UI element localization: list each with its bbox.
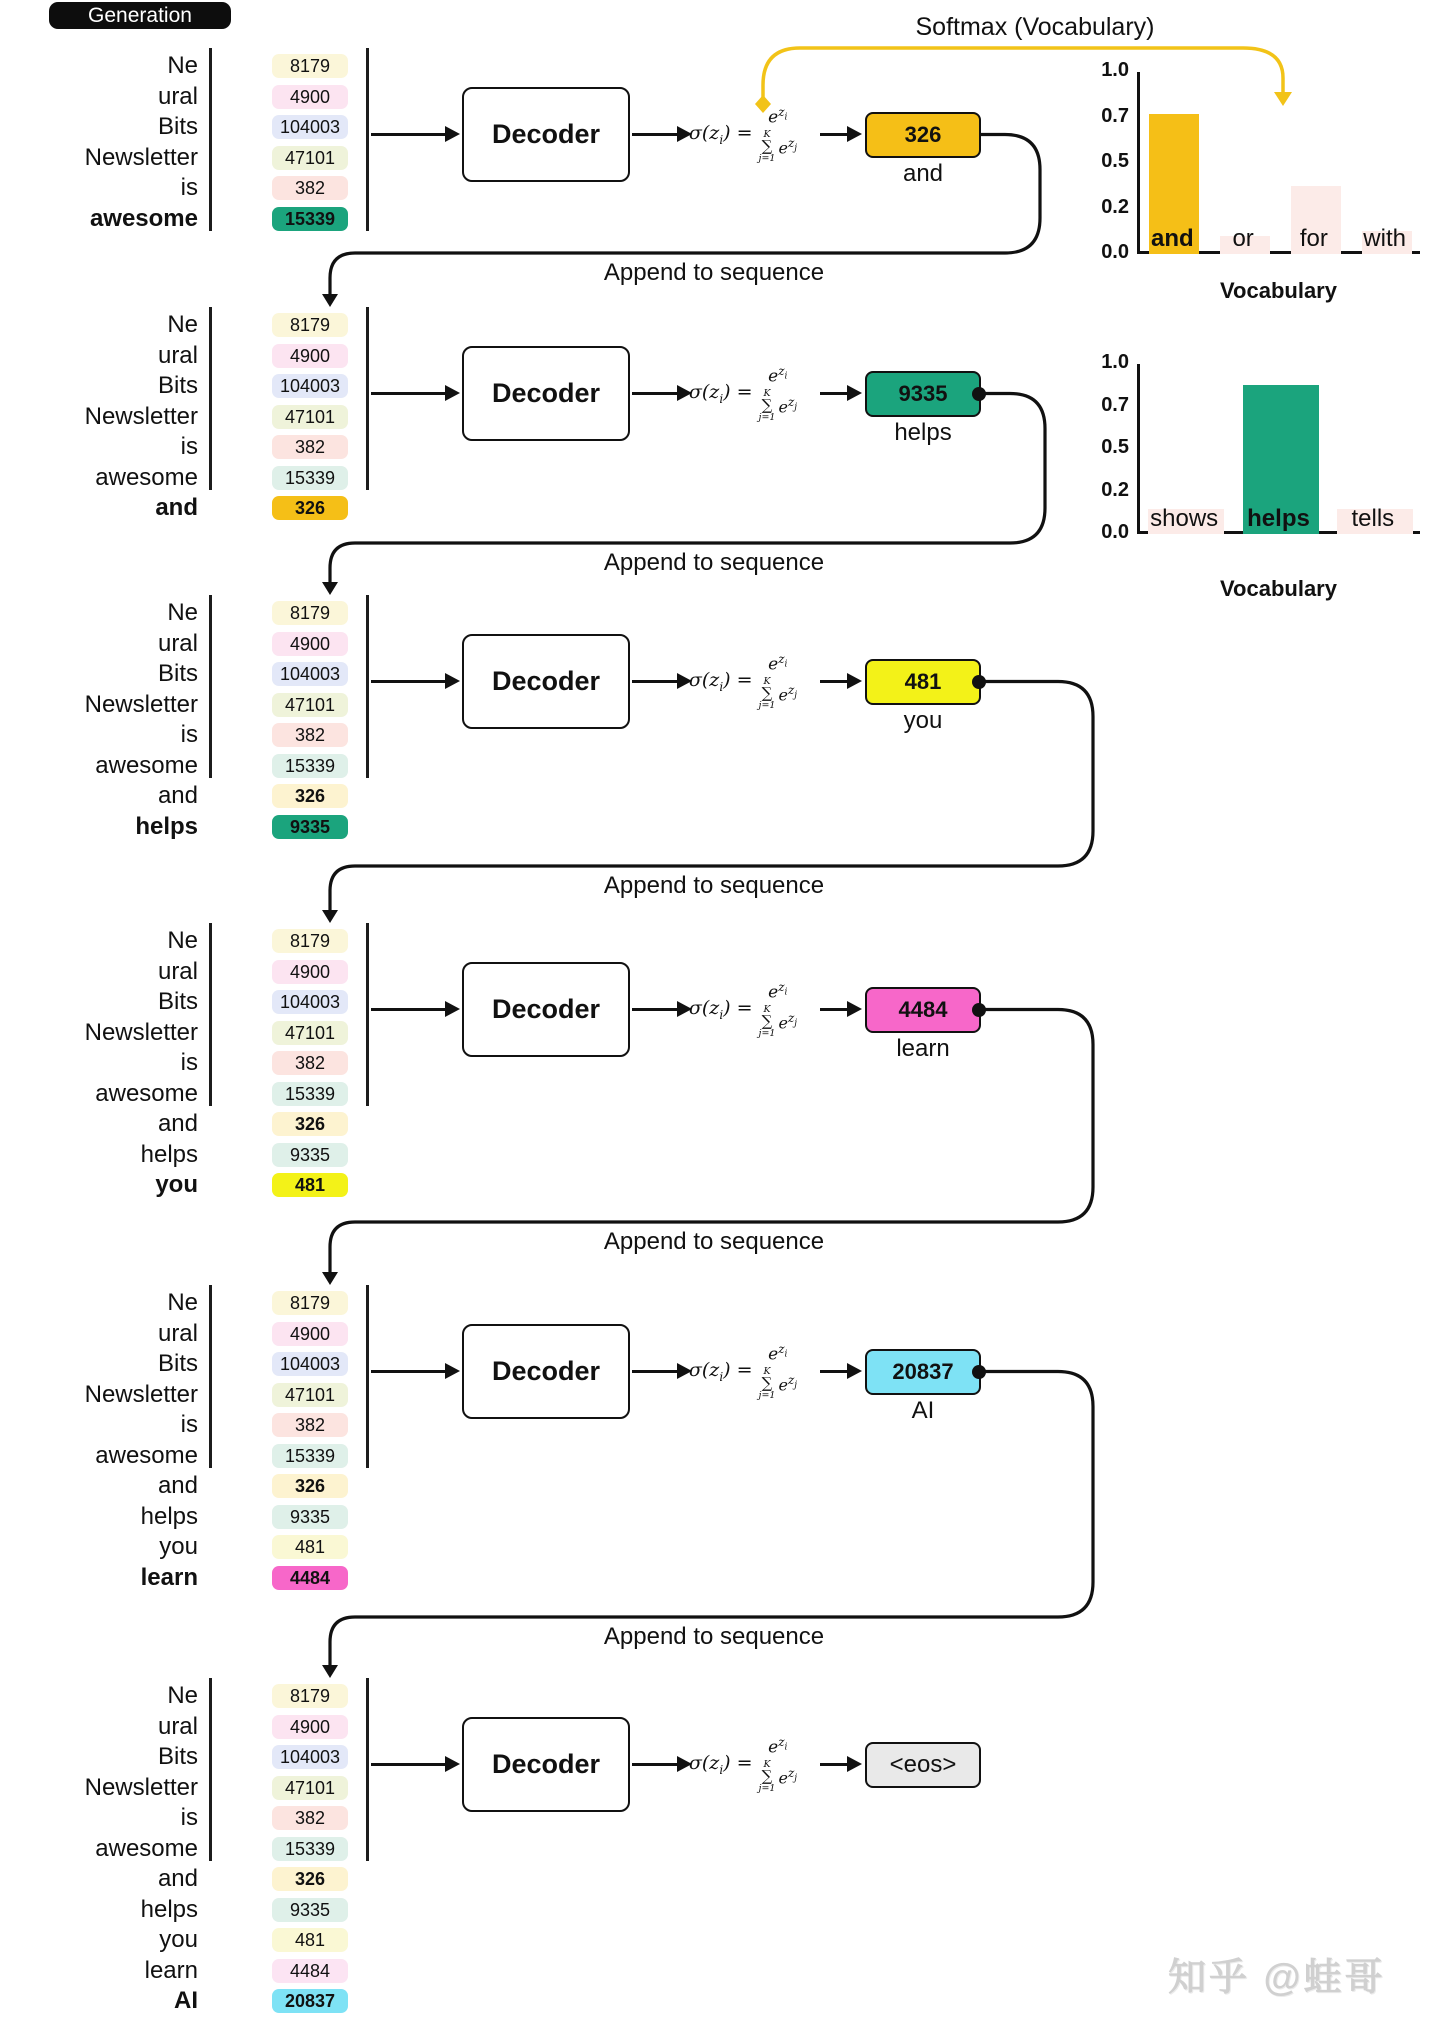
token-id-pill: 9335 <box>272 815 348 839</box>
token-id-pill: 4484 <box>272 1959 348 1983</box>
token-word: is <box>180 1804 198 1831</box>
token-id-pill: 8179 <box>272 929 348 953</box>
token-word: learn <box>140 1563 198 1591</box>
token-id-pill: 382 <box>272 435 348 459</box>
flow-arrowhead-icon <box>445 673 460 689</box>
token-divider-line <box>366 923 369 1106</box>
token-id-pill: 15339 <box>272 754 348 778</box>
sigma-lhs: $\sigma(z_i)$ = <box>688 669 753 694</box>
predicted-word-label: learn <box>896 1035 950 1062</box>
token-id-pill: 4900 <box>272 85 348 109</box>
token-id-pill: 9335 <box>272 1143 348 1167</box>
token-word: Newsletter <box>84 143 198 171</box>
decoder-box: Decoder <box>462 346 630 441</box>
y-tick-label: 0.7 <box>1101 104 1129 127</box>
decoder-box: Decoder <box>462 1324 630 1419</box>
connector-dot <box>972 1003 986 1017</box>
flow-arrowhead-icon <box>445 126 460 142</box>
flow-arrow-line <box>371 133 447 136</box>
token-word: Ne <box>167 599 198 626</box>
token-word: Ne <box>167 1682 198 1709</box>
connector-dot <box>972 387 986 401</box>
watermark: 知乎 @蛙哥 <box>1168 1957 1386 1999</box>
output-token-box: 20837 <box>865 1349 981 1395</box>
decoder-box: Decoder <box>462 1717 630 1812</box>
token-word: Ne <box>167 1289 198 1316</box>
output-token-box: <eos> <box>865 1742 981 1788</box>
token-word: and <box>155 494 198 521</box>
y-tick-label: 0.2 <box>1101 195 1129 218</box>
token-word: and <box>157 1472 198 1499</box>
token-id-pill: 15339 <box>272 466 348 490</box>
flow-arrowhead-icon <box>847 1363 862 1379</box>
y-tick-label: 0.0 <box>1101 241 1129 263</box>
softmax-fraction: $e^{z_i}$ K ∑ j=1 $e^{z_j}$ <box>758 1735 798 1795</box>
token-word: helps <box>140 1502 198 1530</box>
token-id-pill: 382 <box>272 176 348 200</box>
token-id-pill: 382 <box>272 1051 348 1075</box>
sigma-lhs: $\sigma(z_i)$ = <box>688 1752 753 1777</box>
flow-arrow-line <box>371 680 447 683</box>
vocab-bar-label: and <box>1151 225 1194 252</box>
vocab-bar-label: shows <box>1150 505 1219 532</box>
flow-arrowhead-icon <box>847 385 862 401</box>
append-to-sequence-label: Append to sequence <box>603 1228 825 1255</box>
sigma-lhs: $\sigma(z_i)$ = <box>688 1359 753 1384</box>
softmax-formula <box>664 979 822 1041</box>
token-word: helps <box>140 1895 198 1923</box>
token-word: helps <box>140 1140 198 1168</box>
output-token-box: 9335 <box>865 371 981 417</box>
token-word: is <box>180 721 198 748</box>
append-arrowhead-icon <box>322 910 338 923</box>
token-id-pill: 8179 <box>272 1684 348 1708</box>
token-id-pill: 104003 <box>272 1745 348 1769</box>
token-id-pill: 481 <box>272 1535 348 1559</box>
flow-arrowhead-icon <box>847 1001 862 1017</box>
token-word: you <box>159 1533 198 1560</box>
token-divider-line <box>366 307 369 490</box>
y-tick-label: 0.5 <box>1101 150 1129 172</box>
append-arrowhead-icon <box>322 1272 338 1285</box>
token-word: awesome <box>95 1441 198 1469</box>
token-id-pill: 8179 <box>272 54 348 78</box>
token-word: Bits <box>157 372 198 399</box>
y-tick-label: 0.0 <box>1101 521 1129 543</box>
append-to-sequence-label: Append to sequence <box>603 1623 825 1650</box>
sigma-lhs: $\sigma(z_i)$ = <box>688 381 753 406</box>
softmax-fraction: $e^{z_i}$ K ∑ j=1 $e^{z_j}$ <box>758 105 798 165</box>
flow-arrow-line <box>820 1370 849 1373</box>
flow-arrowhead-icon <box>847 673 862 689</box>
token-word: is <box>180 1049 198 1076</box>
vocab-bar-label: tells <box>1351 505 1395 532</box>
vocab-bar-label: with <box>1363 225 1406 252</box>
token-id-pill: 326 <box>272 1867 348 1891</box>
append-to-sequence-label: Append to sequence <box>603 872 825 899</box>
token-word: and <box>157 1865 198 1892</box>
token-word: awesome <box>95 463 198 491</box>
token-word: Bits <box>157 113 198 140</box>
flow-arrowhead-icon <box>847 126 862 142</box>
token-word: awesome <box>95 1834 198 1862</box>
token-id-pill: 15339 <box>272 1837 348 1861</box>
token-word: Ne <box>167 927 198 954</box>
token-word: awesome <box>89 204 198 232</box>
append-arrowhead-icon <box>322 1665 338 1678</box>
softmax-vocabulary-title: Softmax (Vocabulary) <box>915 13 1155 41</box>
token-id-pill: 4900 <box>272 960 348 984</box>
predicted-word-label: and <box>902 160 944 187</box>
flow-arrowhead-icon <box>847 1756 862 1772</box>
flow-arrowhead-icon <box>445 1001 460 1017</box>
token-word: ural <box>157 1319 198 1347</box>
softmax-formula <box>664 1734 822 1796</box>
token-word: helps <box>135 812 198 840</box>
token-divider-line <box>366 595 369 778</box>
y-tick-label: 1.0 <box>1101 351 1129 373</box>
token-divider-line <box>209 1285 212 1468</box>
sigma-lhs: $\sigma(z_i)$ = <box>688 122 753 147</box>
vocabulary-axis-label: Vocabulary <box>1220 576 1337 601</box>
token-id-pill: 47101 <box>272 1383 348 1407</box>
token-id-pill: 326 <box>272 784 348 808</box>
token-word: and <box>157 782 198 809</box>
token-word: is <box>180 1411 198 1438</box>
output-token-box: 326 <box>865 112 981 158</box>
vocab-bar-label: for <box>1299 225 1328 252</box>
token-word: you <box>155 1171 198 1198</box>
predicted-word-label: helps <box>894 419 952 446</box>
decoder-box: Decoder <box>462 962 630 1057</box>
token-word: awesome <box>95 1079 198 1107</box>
token-id-pill: 47101 <box>272 405 348 429</box>
flow-arrow-line <box>820 392 849 395</box>
token-id-pill: 47101 <box>272 146 348 170</box>
token-divider-line <box>366 48 369 231</box>
flow-arrow-line <box>820 680 849 683</box>
token-id-pill: 481 <box>272 1928 348 1952</box>
token-id-pill: 9335 <box>272 1898 348 1922</box>
connector-dot <box>972 1365 986 1379</box>
token-word: Bits <box>157 988 198 1015</box>
token-word: Bits <box>157 1743 198 1770</box>
token-id-pill: 4900 <box>272 1715 348 1739</box>
token-id-pill: 15339 <box>272 1444 348 1468</box>
softmax-fraction: $e^{z_i}$ K ∑ j=1 $e^{z_j}$ <box>758 652 798 712</box>
token-id-pill: 326 <box>272 1112 348 1136</box>
predicted-word-label: AI <box>911 1397 935 1424</box>
token-id-pill: 8179 <box>272 313 348 337</box>
token-word: Ne <box>167 52 198 79</box>
flow-arrowhead-icon <box>445 385 460 401</box>
append-to-sequence-label: Append to sequence <box>603 259 825 286</box>
append-arrowhead-icon <box>322 582 338 595</box>
token-word: Newsletter <box>84 1773 198 1801</box>
token-divider-line <box>366 1678 369 1861</box>
token-word: and <box>157 1110 198 1137</box>
append-to-sequence-label: Append to sequence <box>603 549 825 576</box>
decoder-box: Decoder <box>462 87 630 182</box>
flow-arrow-line <box>820 133 849 136</box>
token-divider-line <box>366 1285 369 1468</box>
token-id-pill: 20837 <box>272 1989 348 2013</box>
decoder-box: Decoder <box>462 634 630 729</box>
softmax-fraction: $e^{z_i}$ K ∑ j=1 $e^{z_j}$ <box>758 1342 798 1402</box>
flow-arrow-line <box>820 1008 849 1011</box>
token-word: AI <box>174 1987 198 2014</box>
softmax-formula <box>664 651 822 713</box>
token-id-pill: 4900 <box>272 632 348 656</box>
token-id-pill: 47101 <box>272 1776 348 1800</box>
y-tick-label: 0.7 <box>1101 393 1129 416</box>
token-id-pill: 15339 <box>272 207 348 231</box>
flow-arrow-line <box>371 1370 447 1373</box>
token-word: Newsletter <box>84 690 198 718</box>
token-divider-line <box>209 307 212 490</box>
token-word: is <box>180 174 198 201</box>
y-tick-label: 0.5 <box>1101 436 1129 458</box>
token-id-pill: 382 <box>272 723 348 747</box>
token-id-pill: 4484 <box>272 1566 348 1590</box>
token-id-pill: 104003 <box>272 990 348 1014</box>
token-id-pill: 15339 <box>272 1082 348 1106</box>
token-id-pill: 326 <box>272 496 348 520</box>
connector-dot <box>972 675 986 689</box>
token-id-pill: 326 <box>272 1474 348 1498</box>
append-arrowhead-icon <box>322 294 338 307</box>
token-id-pill: 47101 <box>272 1021 348 1045</box>
token-id-pill: 481 <box>272 1173 348 1197</box>
token-id-pill: 104003 <box>272 115 348 139</box>
token-word: Bits <box>157 1350 198 1377</box>
token-id-pill: 382 <box>272 1806 348 1830</box>
token-word: Newsletter <box>84 1380 198 1408</box>
token-word: ural <box>157 82 198 110</box>
token-id-pill: 9335 <box>272 1505 348 1529</box>
token-id-pill: 4900 <box>272 1322 348 1346</box>
token-word: learn <box>144 1956 198 1984</box>
token-id-pill: 382 <box>272 1413 348 1437</box>
token-id-pill: 104003 <box>272 1352 348 1376</box>
token-divider-line <box>209 1678 212 1861</box>
token-word: is <box>180 433 198 460</box>
token-id-pill: 4900 <box>272 344 348 368</box>
softmax-formula <box>664 104 822 166</box>
token-id-pill: 104003 <box>272 662 348 686</box>
token-word: Newsletter <box>84 402 198 430</box>
token-id-pill: 104003 <box>272 374 348 398</box>
generation-badge: Generation <box>49 2 231 29</box>
y-tick-label: 0.2 <box>1101 478 1129 501</box>
token-word: Ne <box>167 311 198 338</box>
output-token-box: 481 <box>865 659 981 705</box>
output-token-box: 4484 <box>865 987 981 1033</box>
softmax-formula <box>664 1341 822 1403</box>
vocab-bar-label: helps <box>1247 505 1310 532</box>
flow-arrow-line <box>371 1763 447 1766</box>
token-word: awesome <box>95 751 198 779</box>
token-word: ural <box>157 957 198 985</box>
token-divider-line <box>209 595 212 778</box>
token-word: you <box>159 1926 198 1953</box>
flow-arrow-line <box>820 1763 849 1766</box>
token-word: ural <box>157 341 198 369</box>
softmax-fraction: $e^{z_i}$ K ∑ j=1 $e^{z_j}$ <box>758 980 798 1040</box>
predicted-word-label: you <box>903 707 943 734</box>
token-word: Newsletter <box>84 1018 198 1046</box>
flow-arrowhead-icon <box>445 1363 460 1379</box>
flow-arrow-line <box>371 1008 447 1011</box>
token-word: ural <box>157 629 198 657</box>
token-id-pill: 8179 <box>272 601 348 625</box>
flow-arrow-line <box>371 392 447 395</box>
token-id-pill: 8179 <box>272 1291 348 1315</box>
token-id-pill: 47101 <box>272 693 348 717</box>
token-divider-line <box>209 48 212 231</box>
sigma-lhs: $\sigma(z_i)$ = <box>688 997 753 1022</box>
token-word: Bits <box>157 660 198 687</box>
vocabulary-axis-label: Vocabulary <box>1220 278 1337 303</box>
token-divider-line <box>209 923 212 1106</box>
flow-arrowhead-icon <box>445 1756 460 1772</box>
softmax-formula <box>664 363 822 425</box>
token-word: ural <box>157 1712 198 1740</box>
y-tick-label: 1.0 <box>1101 59 1129 81</box>
vocab-bar-label: or <box>1232 225 1254 252</box>
softmax-fraction: $e^{z_i}$ K ∑ j=1 $e^{z_j}$ <box>758 364 798 424</box>
